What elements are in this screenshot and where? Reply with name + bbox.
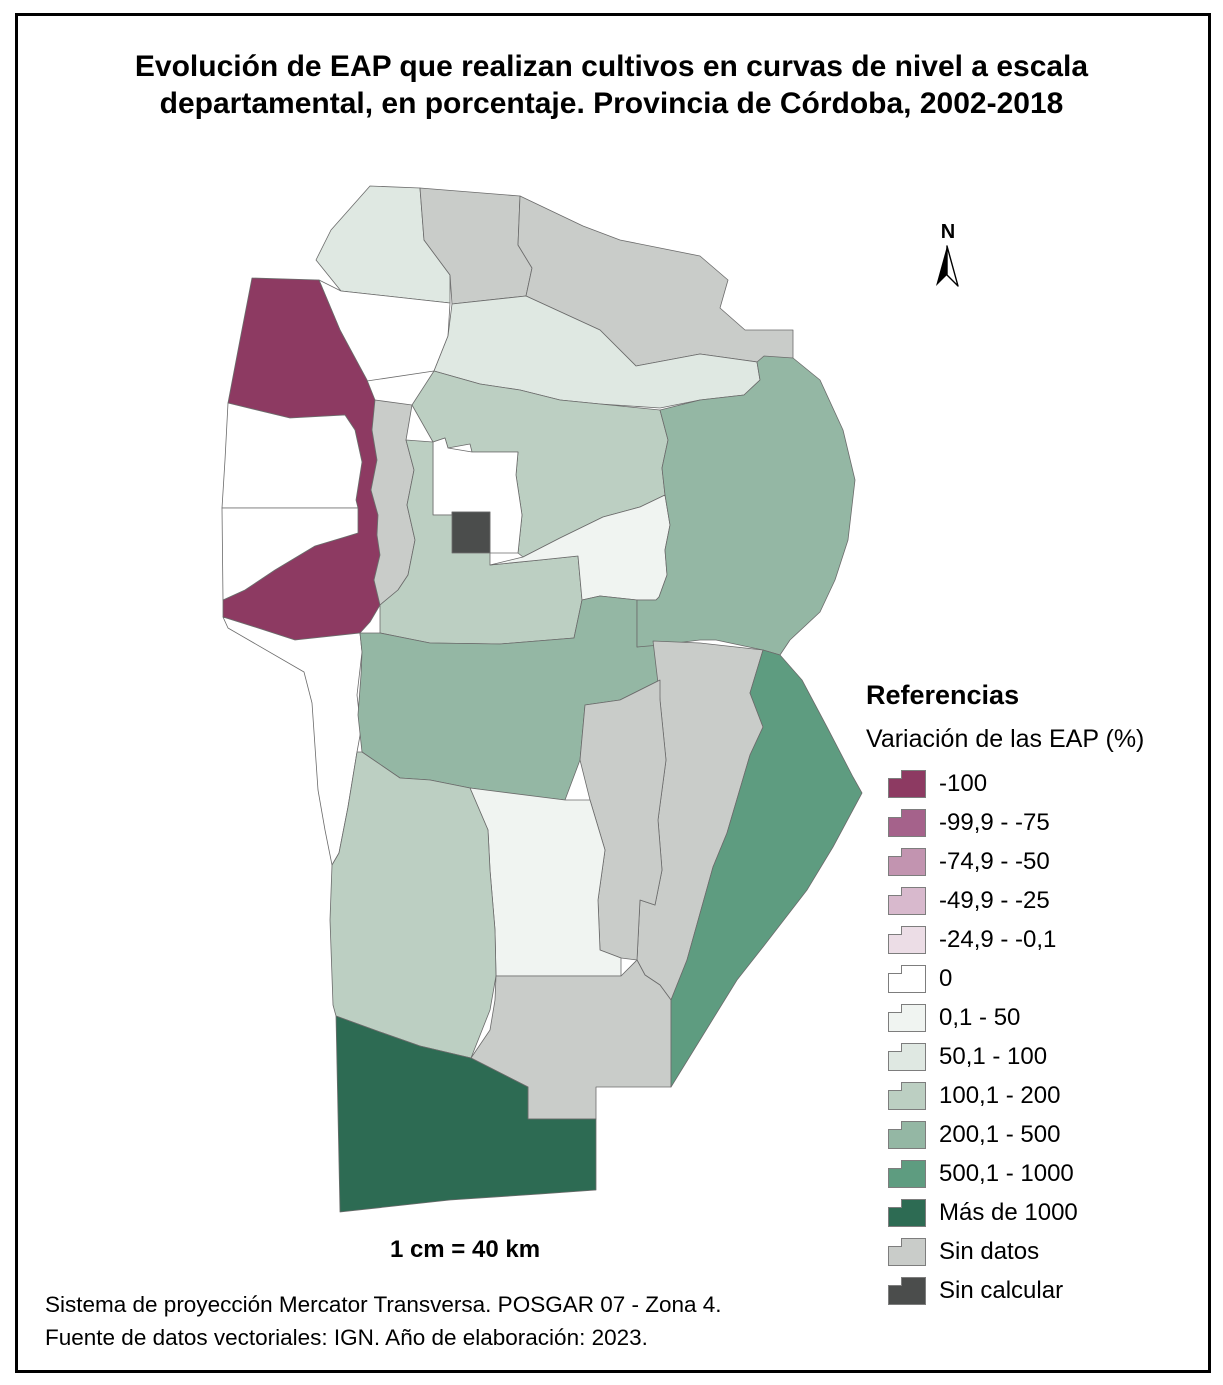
legend-swatch-icon (888, 1043, 926, 1071)
legend-item-2 (866, 842, 1196, 881)
legend-item-label: 0 (939, 964, 953, 992)
legend-item-0 (866, 764, 1196, 803)
map-region-west-white-upper (222, 403, 362, 508)
legend-item-13 (866, 1271, 1196, 1310)
legend-item-label: -74,9 - -50 (939, 847, 1050, 875)
legend-item-label: Sin datos (939, 1237, 1040, 1265)
legend-item-8 (866, 1076, 1196, 1115)
map-region-rio-cuarto (330, 752, 496, 1058)
north-label: N (940, 221, 956, 243)
legend-item-label: Sin calcular (939, 1276, 1064, 1304)
legend-swatch-icon (888, 1160, 926, 1188)
legend-swatch-icon (888, 1238, 926, 1266)
legend-swatch-icon (888, 809, 926, 837)
legend-swatch-icon (888, 965, 926, 993)
legend-swatch-icon (888, 1082, 926, 1110)
legend-item-label: Más de 1000 (939, 1198, 1078, 1226)
legend-item-label: 200,1 - 500 (939, 1120, 1061, 1148)
legend-item-1 (866, 803, 1196, 842)
legend-swatch-icon (888, 887, 926, 915)
footer-line-projection: Sistema de proyección Mercator Transversa. POSGAR 07 - Zona 4. (45, 1292, 722, 1317)
map-svg (221, 185, 865, 1215)
legend-swatch-icon (888, 1004, 926, 1032)
legend-item-label: -100 (939, 769, 988, 797)
footer-line-source: Fuente de datos vectoriales: IGN. Año de elaboración: 2023. (45, 1325, 648, 1350)
legend-item-7 (866, 1037, 1196, 1076)
legend-item-label: -99,9 - -75 (939, 808, 1050, 836)
legend-subheading: Variación de las EAP (%) (866, 725, 1145, 753)
legend-items (866, 764, 1196, 1310)
map-region-southwest-white (223, 617, 362, 865)
legend-item-10 (866, 1154, 1196, 1193)
legend-item-label: -49,9 - -25 (939, 886, 1050, 914)
page-title: Evolución de EAP que realizan cultivos en curvas de nivel a escala departamental, en porcentaje. Provincia de Córdoba, 2002-2018 (134, 50, 1089, 120)
map-region-capital (452, 512, 490, 553)
legend-swatch-icon (888, 848, 926, 876)
legend-swatch-icon (888, 1199, 926, 1227)
legend-item-label: 100,1 - 200 (939, 1081, 1061, 1109)
scale-text: 1 cm = 40 km (389, 1236, 541, 1263)
legend-item-5 (866, 959, 1196, 998)
legend (866, 680, 1196, 1310)
legend-item-label: -24,9 - -0,1 (939, 925, 1057, 953)
legend-item-3 (866, 881, 1196, 920)
legend-item-label: 50,1 - 100 (939, 1042, 1048, 1070)
legend-item-6 (866, 998, 1196, 1037)
footer (45, 1288, 722, 1354)
legend-item-label: 0,1 - 50 (939, 1003, 1021, 1031)
legend-item-11 (866, 1193, 1196, 1232)
legend-swatch-icon (888, 1121, 926, 1149)
legend-swatch-icon (888, 770, 926, 798)
legend-item-4 (866, 920, 1196, 959)
legend-swatch-icon (888, 926, 926, 954)
legend-swatch-icon (888, 1277, 926, 1305)
north-arrow-icon (934, 244, 962, 288)
legend-item-12 (866, 1232, 1196, 1271)
north-arrow (924, 222, 972, 288)
legend-item-label: 500,1 - 1000 (939, 1159, 1074, 1187)
legend-heading: Referencias (866, 680, 1020, 710)
legend-item-9 (866, 1115, 1196, 1154)
